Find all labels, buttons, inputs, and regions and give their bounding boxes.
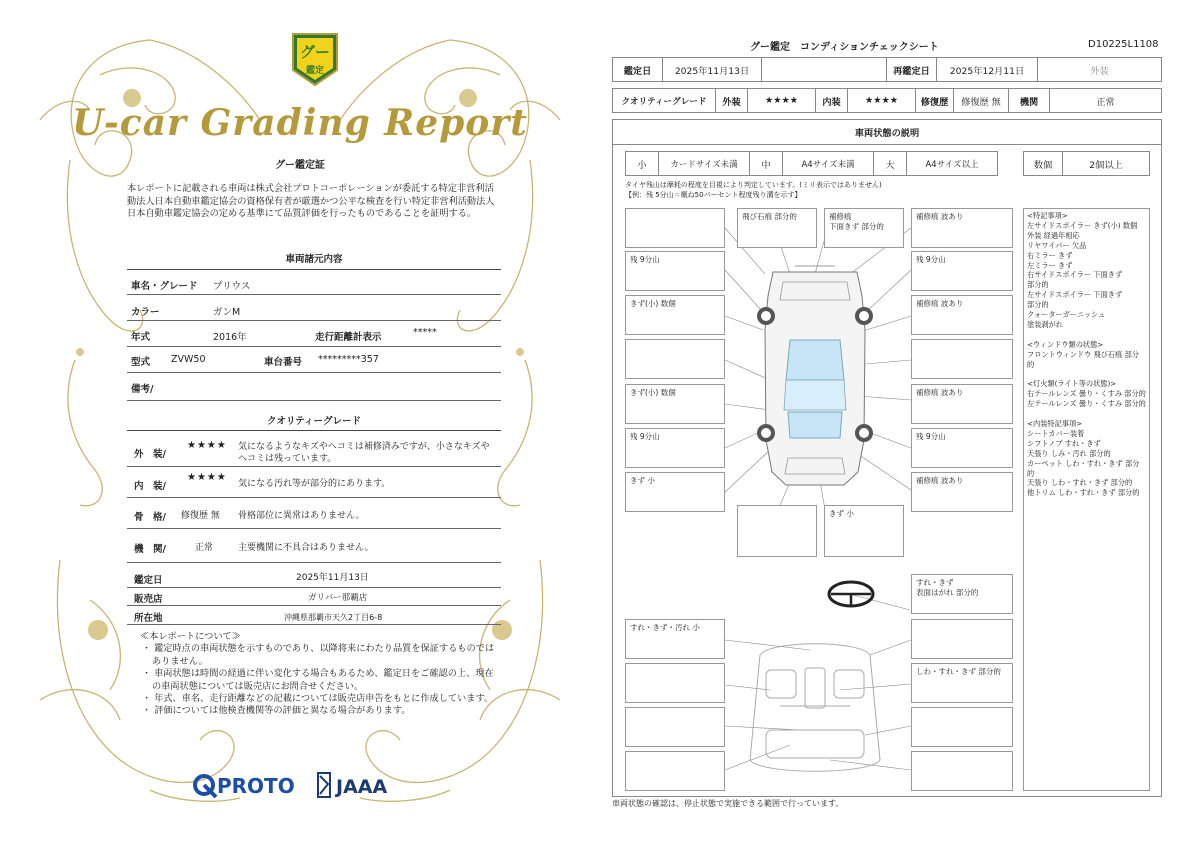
chassis-label: 車台番号 (264, 357, 303, 368)
right-bottom-text: 補修痕 波あり (916, 476, 964, 485)
engine-value: 正常 (1049, 88, 1162, 113)
steering-box (911, 574, 1013, 614)
repair-label: 修復歴 (915, 88, 954, 113)
date-label: 鑑定日 (134, 575, 163, 586)
remarks-label: 備考/ (131, 384, 154, 395)
damage-box (911, 751, 1013, 791)
tire-fr-box (911, 251, 1013, 291)
proto-logo-icon (195, 776, 216, 797)
dealer-value: ガリバー那覇店 (308, 593, 368, 603)
redate-scope: 外装 (1037, 57, 1162, 82)
redate-label: 再鑑定日 (886, 57, 937, 82)
left-front-box (625, 295, 725, 335)
date-label: 鑑定日 (612, 57, 663, 82)
condition-heading: 車両状態の説明 (612, 119, 1162, 145)
front-repair-box (824, 208, 904, 248)
int-stars: ★★★★ (847, 88, 916, 113)
int-label: 内装 (815, 88, 848, 113)
divider (127, 624, 501, 625)
divider (127, 269, 501, 270)
legend-count-desc: 2個以上 (1062, 151, 1150, 176)
tire-rl-text: 残 9分山 (630, 432, 660, 441)
notes-title: ≪本レポートについて≫ (140, 631, 241, 642)
frame-value: 修復歴 無 (181, 511, 220, 521)
damage-box (625, 707, 725, 747)
year-label: 年式 (131, 332, 151, 343)
car-interior-view-icon (750, 644, 880, 772)
year-value: 2016年 (213, 332, 247, 343)
engine-text: 主要機関に不具合はありません。 (238, 543, 374, 553)
left-bottom-box (625, 472, 725, 512)
legend-medium: 中 (749, 151, 783, 176)
ext-label: 外装 (715, 88, 748, 113)
tire-fl-box (625, 251, 725, 291)
address-value: 沖縄県那覇市天久2丁目6-8 (284, 613, 383, 622)
sheet-footer: 車両状態の確認は、停止状態で実施できる範囲で行っています。 (612, 799, 844, 808)
divider (127, 605, 501, 606)
model-label: 車名・グレード (131, 281, 198, 292)
damage-box (625, 751, 725, 791)
type-label: 型式 (131, 357, 151, 368)
specs-heading: 車両諸元内容 (285, 254, 343, 265)
right-bottom-box (911, 472, 1013, 512)
engine-label: 機 関/ (134, 544, 166, 555)
tire-rr-text: 残 9分山 (916, 432, 946, 441)
dealer-label: 販売店 (134, 594, 163, 605)
certificate-heading: グー鑑定証 (275, 160, 325, 171)
divider (127, 372, 501, 373)
special-remarks: <特記事項> 左サイドスポイラー きず(小) 数個 外装 経過年相応 リヤワイパー 欠品 右ミラー きず 左ミラー きず 右サイドスポイラー 下面きず 部分的 左サイドスポイラー 下面きず 部分的 クォーターガーニッシュ 塗装剥がれ <ウィンドウ類の状態> フロントウィンドウ 飛び石痕 部分的 <灯火類(ライト等の状態)> 右テールレンズ 曇り・くすみ 部分的 左テールレンズ 曇り・くすみ 部分的 <内装特記事項> シートカバー装着 シフトノブ すれ・きず 天張り しみ・汚れ 部分的 カーペット しわ・すれ・きず 部分的 天張り しわ・すれ・きず 部分的 他トリム しわ・すれ・きず 部分的 (1023, 208, 1150, 791)
damage-box (737, 505, 817, 557)
condition-check-sheet (600, 0, 1200, 848)
right-rear-text: 補修痕 波あり (916, 388, 964, 397)
front-chip-box (737, 208, 817, 248)
legend-small: 小 (625, 151, 659, 176)
divider (127, 400, 501, 401)
note-item: ・ 年式、車名、走行距離などの記載については販売店申告をもとに作成しています。 (142, 693, 494, 705)
damage-box (625, 663, 725, 703)
mileage-label: 走行距離計表示 (315, 332, 382, 343)
seat-dirt-box (625, 619, 725, 659)
badge-bottom-text: 鑑定 (305, 66, 325, 76)
frame-label: 骨 格/ (134, 512, 166, 523)
interior-stars: ★★★★ (187, 472, 227, 483)
jaaa-logo-icon (318, 773, 330, 797)
divider (127, 562, 501, 563)
divider (127, 497, 501, 498)
tire-fr-text: 残 9分山 (916, 255, 946, 264)
divider (127, 587, 501, 588)
tire-rl-box (625, 428, 725, 468)
right-front-box (911, 295, 1013, 335)
legend-medium-desc: A4サイズ未満 (782, 151, 874, 176)
damage-box (911, 619, 1013, 659)
damage-box (625, 208, 725, 248)
engine-label: 機関 (1008, 88, 1050, 113)
seat-right-text: しわ・すれ・きず 部分的 (916, 667, 1001, 676)
divider (127, 294, 501, 295)
rear-box (824, 505, 904, 557)
right-front-text: 補修痕 波あり (916, 299, 964, 308)
chassis-value: *********357 (318, 354, 379, 365)
tire-note-2: 【例：残 5分山＝概ね50パーセント程度残り溝を示す】 (625, 191, 802, 199)
left-rear-box (625, 384, 725, 424)
interior-text: 気になる汚れ等が部分的にあります。 (238, 479, 391, 489)
certificate-body: 本レポートに記載される車両は株式会社プロトコーポレーションが委託する特定非営利活動法人日本自動車鑑定協会の資格保有者が厳選かつ公平な検査を行い特定非営利活動法人日本自動車鑑定協会の定める基準にて品質評価を行ったものであることを証明する。 (127, 183, 495, 220)
car-top-view-icon (757, 266, 873, 485)
legend-count: 数個 (1023, 151, 1063, 176)
right-rear-box (911, 384, 1013, 424)
color-value: ガンM (213, 307, 241, 318)
report-title: U-car Grading Report (72, 102, 528, 144)
front-chip-text: 飛び石痕 部分的 (742, 212, 797, 221)
legend-large-desc: A4サイズ以上 (906, 151, 998, 176)
note-item: ・ 車両状態は時間の経過に伴い変化する場合もあるため、鑑定日をご確認の上、現在の車両状態については販売店にお問合せください。 (142, 668, 494, 692)
date-value: 2025年11月13日 (296, 573, 369, 583)
goo-kantei-badge (289, 30, 341, 88)
damage-box (911, 339, 1013, 379)
divider (127, 320, 501, 321)
divider (127, 346, 501, 347)
color-label: カラー (131, 307, 160, 318)
divider (127, 466, 501, 467)
tire-note-1: タイヤ残山は摩耗の程度を目視により判定しています。(ミリ表示ではありません) (625, 181, 882, 189)
engine-value: 正常 (195, 543, 214, 553)
steering-text: すれ・きず 表面はがれ 部分的 (916, 578, 979, 597)
left-bottom-text: きず 小 (630, 476, 655, 485)
seat-right-box (911, 663, 1013, 703)
ext-stars: ★★★★ (747, 88, 816, 113)
exterior-stars: ★★★★ (187, 440, 227, 451)
badge-top-text: グー (299, 43, 331, 61)
exterior-label: 外 装/ (134, 449, 166, 460)
divider (127, 430, 501, 431)
type-value: ZVW50 (171, 354, 206, 365)
left-rear-text: きず(小) 数個 (630, 388, 676, 397)
rear-text: きず 小 (829, 509, 854, 518)
date-value: 2025年11月13日 (662, 57, 762, 82)
logo-row (180, 770, 420, 800)
model-value: プリウス (213, 281, 251, 292)
divider (127, 528, 501, 529)
repair-value: 修復歴 無 (953, 88, 1009, 113)
footer-logos (0, 770, 600, 804)
address-label: 所在地 (134, 613, 163, 624)
note-item: ・ 評価については他検査機関等の評価と異なる場合があります。 (142, 705, 411, 717)
grade-label: クオリティーグレード (612, 88, 716, 113)
damage-box (625, 339, 725, 379)
report-notes (140, 631, 500, 718)
left-front-text: きず(小) 数個 (630, 299, 676, 308)
quality-heading: クオリティーグレード (266, 416, 362, 427)
legend-large: 大 (873, 151, 907, 176)
redate-value: 2025年12月11日 (936, 57, 1038, 82)
doc-id: D10225L1108 (1088, 39, 1159, 50)
legend-small-desc: カードサイズ未満 (658, 151, 750, 176)
jaaa-logo-text: JAAA (336, 776, 388, 798)
sheet-title: グー鑑定 コンディションチェックシート (750, 42, 939, 53)
mileage-value: ***** (413, 327, 437, 338)
front-right-text: 補修痕 波あり (916, 212, 964, 221)
tire-fl-text: 残 9分山 (630, 255, 660, 264)
note-item: ・ 鑑定時点の車両状態を示すものであり、以降将来にわたり品質を保証するものではありません。 (142, 643, 495, 667)
front-right-box (911, 208, 1013, 248)
front-repair-text: 補修痕 下面きず 部分的 (829, 212, 884, 231)
steering-wheel-icon (829, 582, 873, 606)
interior-label: 内 装/ (134, 481, 166, 492)
exterior-text: 気になるようなキズやヘコミは補修済みですが、小さなキズやヘコミは残っています。 (238, 442, 490, 464)
seat-dirt-text: すれ・きず・汚れ 小 (630, 623, 700, 632)
damage-box (911, 707, 1013, 747)
frame-text: 骨格部位に異常はありません。 (238, 511, 365, 521)
tire-rr-box (911, 428, 1013, 468)
proto-logo-text: PROTO (217, 774, 295, 798)
